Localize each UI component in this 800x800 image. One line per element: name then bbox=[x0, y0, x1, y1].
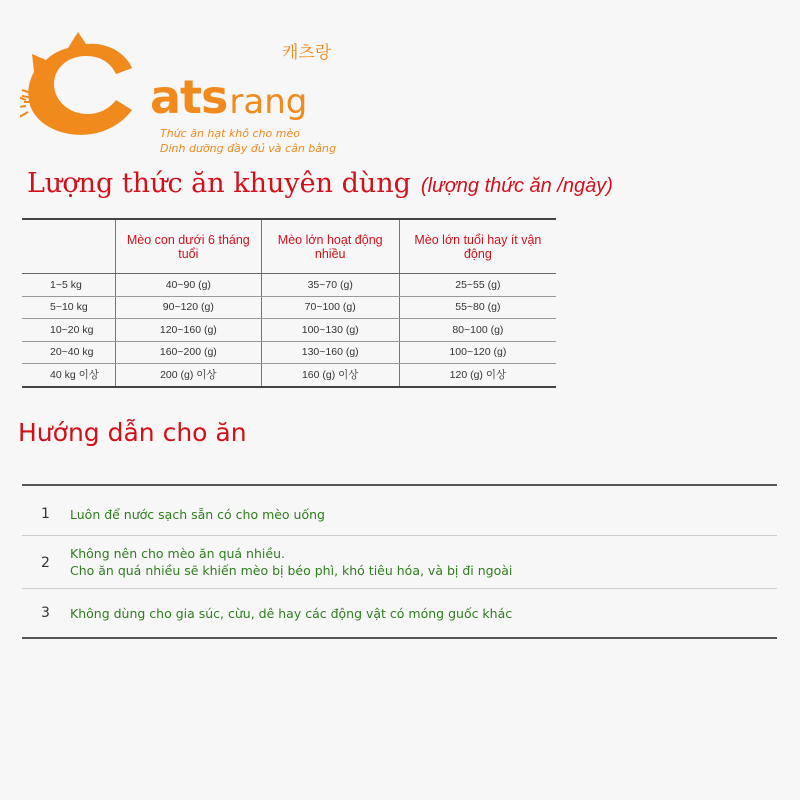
weight-cell: 20~40 kg bbox=[22, 341, 116, 364]
list-item bbox=[22, 589, 777, 637]
brand-word-rang: rang bbox=[229, 82, 308, 122]
table-row bbox=[22, 319, 556, 342]
table-row bbox=[22, 341, 556, 364]
brand-korean-text: 캐츠랑 bbox=[282, 43, 332, 63]
brand-wordmark bbox=[150, 70, 307, 124]
feeding-guide-list bbox=[22, 484, 777, 639]
table-cell: 100~120 (g) bbox=[399, 341, 556, 364]
table-row bbox=[22, 296, 556, 319]
weight-cell: 5~10 kg bbox=[22, 296, 116, 319]
table-cell: 100~130 (g) bbox=[261, 319, 399, 342]
table-cell: 120 (g) 이상 bbox=[399, 364, 556, 387]
table-cell: 120~160 (g) bbox=[116, 319, 262, 342]
cat-c-logo-icon bbox=[20, 30, 160, 140]
table-cell: 70~100 (g) bbox=[261, 296, 399, 319]
feeding-guide-title: Hướng dẫn cho ăn bbox=[18, 418, 247, 447]
weight-cell: 10~20 kg bbox=[22, 319, 116, 342]
table-header-active-adult: Mèo lớn hoạt động nhiều bbox=[261, 219, 399, 274]
table-cell: 80~100 (g) bbox=[399, 319, 556, 342]
guide-text: Không dùng cho gia súc, cừu, dê hay các động vật có móng guốc khác bbox=[70, 606, 513, 621]
brand-tagline-2: Dinh dưỡng đầy đủ và cân bằng bbox=[160, 142, 336, 155]
feeding-table bbox=[22, 218, 556, 388]
feeding-amount-title: Lượng thức ăn khuyên dùng bbox=[27, 168, 411, 199]
list-item bbox=[22, 536, 777, 589]
feeding-amount-note: (lượng thức ăn /ngày) bbox=[420, 175, 613, 197]
table-header-row bbox=[22, 219, 556, 274]
table-cell: 90~120 (g) bbox=[116, 296, 262, 319]
guide-number: 1 bbox=[41, 506, 50, 522]
guide-text: Không nên cho mèo ăn quá nhiều. bbox=[70, 546, 285, 561]
table-header-kitten: Mèo con dưới 6 tháng tuổi bbox=[116, 219, 262, 274]
table-cell: 35~70 (g) bbox=[261, 274, 399, 297]
list-item bbox=[22, 486, 777, 536]
table-header-senior: Mèo lớn tuổi hay ít vận động bbox=[399, 219, 556, 274]
weight-cell: 40 kg 이상 bbox=[22, 364, 116, 387]
guide-text: Cho ăn quá nhiều sẽ khiến mèo bị béo phì, khó tiêu hóa, và bị đi ngoài bbox=[70, 563, 513, 578]
table-cell: 40~90 (g) bbox=[116, 274, 262, 297]
table-cell: 160 (g) 이상 bbox=[261, 364, 399, 387]
table-row bbox=[22, 364, 556, 387]
brand-logo bbox=[20, 30, 340, 160]
table-header-cell bbox=[22, 219, 116, 274]
weight-cell: 1~5 kg bbox=[22, 274, 116, 297]
guide-number: 3 bbox=[41, 605, 50, 621]
guide-text: Luôn để nước sạch sẵn có cho mèo uống bbox=[70, 507, 325, 522]
table-cell: 130~160 (g) bbox=[261, 341, 399, 364]
brand-word-ats: ats bbox=[150, 70, 228, 124]
table-row bbox=[22, 274, 556, 297]
guide-number: 2 bbox=[41, 555, 50, 571]
table-cell: 160~200 (g) bbox=[116, 341, 262, 364]
brand-tagline-1: Thức ăn hạt khô cho mèo bbox=[160, 127, 300, 140]
table-cell: 55~80 (g) bbox=[399, 296, 556, 319]
table-cell: 200 (g) 이상 bbox=[116, 364, 262, 387]
table-cell: 25~55 (g) bbox=[399, 274, 556, 297]
feeding-amount-heading bbox=[27, 168, 613, 199]
